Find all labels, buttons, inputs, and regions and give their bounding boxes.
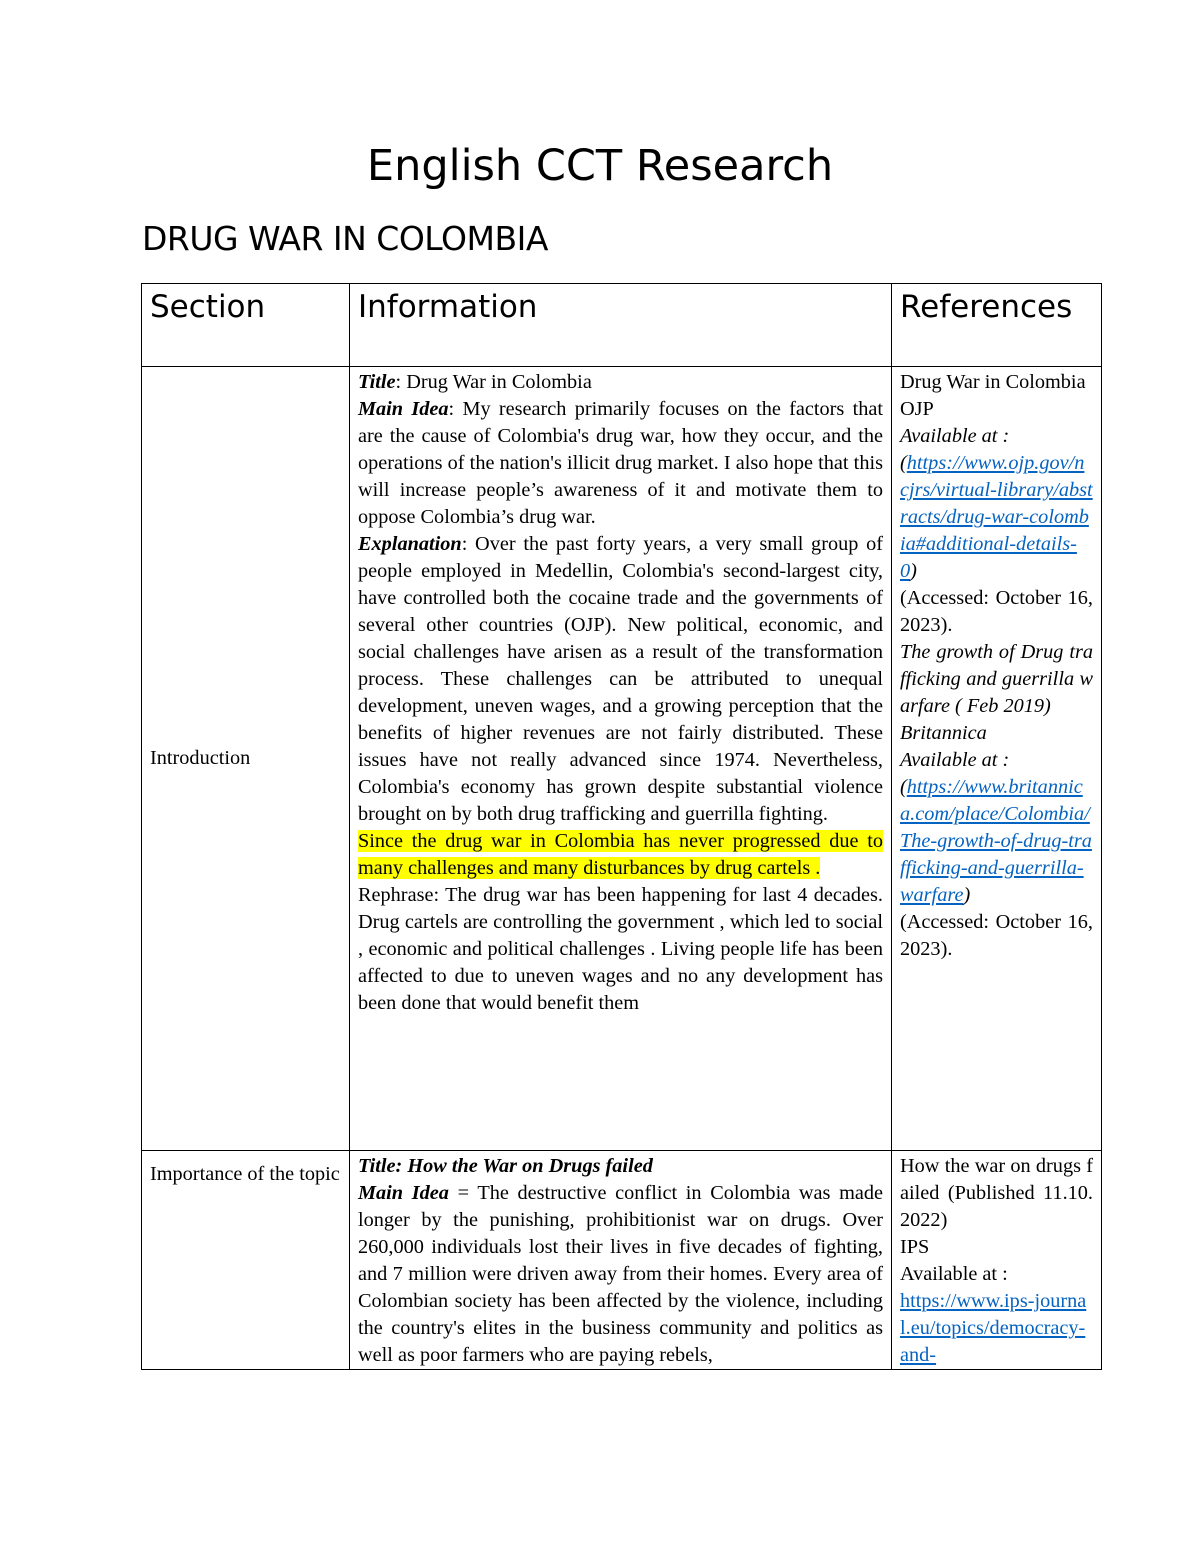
section-cell-introduction xyxy=(142,367,350,1151)
reference-title: Drug War in Colombia xyxy=(900,371,1086,393)
accessed-date: (Accessed: October 16, 2023). xyxy=(900,911,1093,960)
section-cell-importance xyxy=(142,1151,350,1370)
reference-link-ips[interactable]: https://www.ips-journal.eu/topics/democracy-and- xyxy=(900,1290,1087,1366)
header-references: References xyxy=(892,284,1102,367)
title-label: Title xyxy=(358,371,396,393)
explanation-text: : Over the past forty years, a very small group of people employed in Medellin, Colombia's second-largest city, have controlled both the cocaine trade and the governments of several other countries (OJP). New political, economic, and social challenges have arisen as a result of the transformation process. These challenges can be attributed to unequal development, uneven wages, and a growing perception that the benefits of higher revenues are not fairly distributed. These issues have not really advanced since 1974. Nevertheless, Colombia's economy has grown despite substantial violence brought on by both drug trafficking and guerrilla fighting. xyxy=(358,533,883,825)
main-idea-label: Main Idea xyxy=(358,1182,449,1204)
information-cell xyxy=(350,1151,892,1370)
paren-close: ) xyxy=(910,560,917,582)
document-subtitle: DRUG WAR IN COLOMBIA xyxy=(142,219,548,258)
main-idea-text: = The destructive conflict in Colombia was made longer by the punishing, prohibitionist war on drugs. Over 260,000 individuals lost their lives in five decades of fighting, and 7 million were driven away from their homes. Every area of Colombian society has been affected by the violence, including the country's elites in the business community and politics as well as poor farmers who are paying rebels, xyxy=(358,1182,883,1366)
table-row xyxy=(142,1151,1102,1370)
research-table xyxy=(141,283,1102,1370)
accessed-date: (Accessed: October 16, 2023). xyxy=(900,587,1093,636)
section-label: Introduction xyxy=(150,747,251,769)
main-idea-label: Main Idea xyxy=(358,398,449,420)
available-at-label: Available at : xyxy=(900,425,1010,447)
rephrase-text: Rephrase: The drug war has been happening for last 4 decades. Drug cartels are controlling the government , which led to social , economic and political challenges . Living people life has been affected to due to uneven wages and no any development has been done that would benefit them xyxy=(358,884,883,1014)
header-information: Information xyxy=(350,284,892,367)
reference-source: IPS xyxy=(900,1236,930,1258)
paren-open: ( xyxy=(900,452,907,474)
reference-source: OJP xyxy=(900,398,934,420)
reference-title: The growth of Drug trafficking and guerrilla warfare ( Feb 2019) xyxy=(900,641,1093,717)
title-text: Title: How the War on Drugs failed xyxy=(358,1155,653,1177)
document-title: English CCT Research xyxy=(366,141,834,191)
references-cell xyxy=(892,367,1102,1151)
table-row xyxy=(142,367,1102,1151)
table-header-row xyxy=(142,284,1102,367)
reference-link-britannica[interactable]: https://www.britannica.com/place/Colombia/The-growth-of-drug-trafficking-and-guerrilla-warfare xyxy=(900,776,1092,906)
reference-source: Britannica xyxy=(900,722,987,744)
references-cell xyxy=(892,1151,1102,1370)
available-at-label: Available at : xyxy=(900,749,1010,771)
information-cell xyxy=(350,367,892,1151)
explanation-label: Explanation xyxy=(358,533,462,555)
section-label: Importance of the topic xyxy=(150,1163,340,1185)
highlighted-thesis: Since the drug war in Colombia has never progressed due to many challenges and many disturbances by drug cartels . xyxy=(358,830,883,879)
paren-close: ) xyxy=(963,884,971,906)
main-idea-text: : My research primarily focuses on the factors that are the cause of Colombia's drug war, how they occur, and the operations of the nation's illicit drug market. I also hope that this will increase people’s awareness of it and motivate them to oppose Colombia’s drug war. xyxy=(358,398,883,528)
paren-open: ( xyxy=(900,776,907,798)
reference-title: How the war on drugs failed (Published 11.10.2022) xyxy=(900,1155,1093,1231)
available-at-label: Available at : xyxy=(900,1263,1008,1285)
header-section: Section xyxy=(142,284,350,367)
title-text: : Drug War in Colombia xyxy=(395,371,592,393)
reference-link-ojp[interactable]: https://www.ojp.gov/ncjrs/virtual-library/abstracts/drug-war-colombia#additional-details-0 xyxy=(900,452,1093,582)
